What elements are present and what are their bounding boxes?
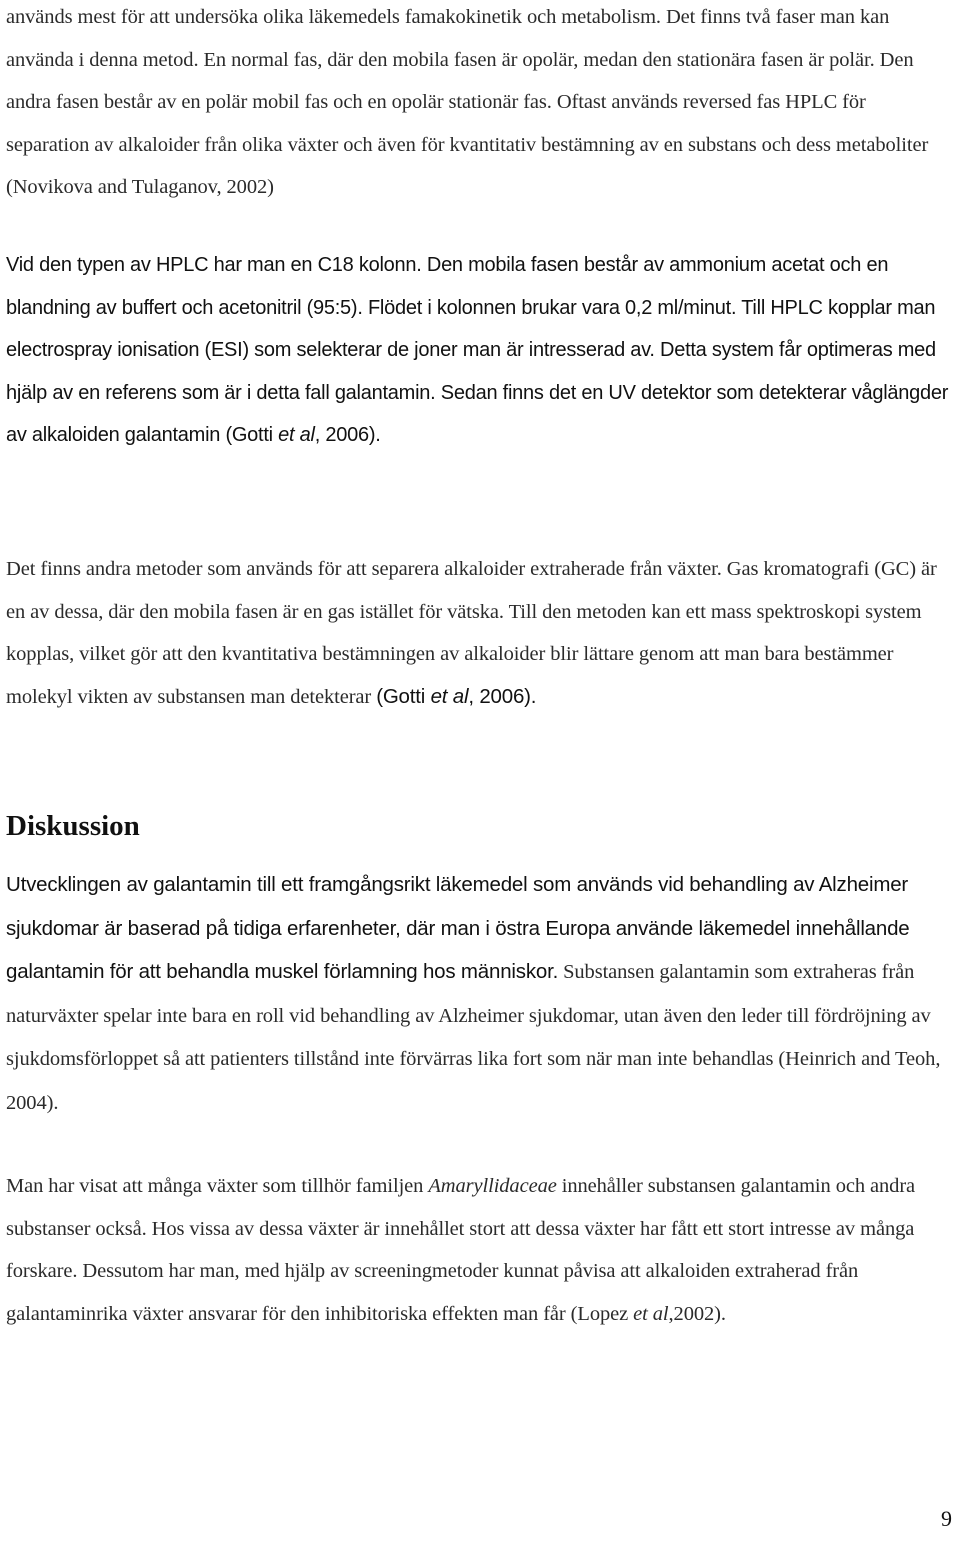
citation-open: (Gotti — [376, 684, 431, 708]
citation-year: , 2006). — [468, 684, 537, 708]
section-heading: Diskussion — [6, 810, 140, 842]
citation-year: , 2006). — [314, 424, 381, 446]
paragraph-discussion-intro — [6, 863, 950, 1124]
paragraph-gas-chromatography — [6, 548, 950, 718]
paragraph-text: innehåller substansen galantamin och andra substanser också. Hos vissa av dessa växter är innehållet stort att dessa växter har fått ett stort intresse av många forskare. Dessutom har man, med hjälp av screeningmetoder kunnat påvisa att alkaloiden extraherad från galantaminrika växter ansvarar för den inhibitoriska effekten man får (Lopez — [6, 1175, 916, 1325]
paragraph-text-sans: Utvecklingen av galantamin till ett framgångsrikt läkemedel som används vid behandling av Alzheimer sjukdomar är baserad på tidiga erfarenheter, där man i östra Europa använde läkemedel innehållande galantamin för att behandla muskel förlamning hos människor. — [6, 873, 910, 983]
italic-citation: et al — [278, 424, 315, 446]
paragraph-hplc-c18 — [6, 244, 950, 457]
citation-year: ,2002). — [668, 1302, 726, 1325]
italic-family-name: Amaryllidaceae — [428, 1175, 557, 1197]
paragraph-amaryllidaceae — [6, 1165, 950, 1335]
paragraph-hplc-phases — [6, 0, 950, 209]
paragraph-text: används mest för att undersöka olika läkemedels famakokinetik och metabolism. Det finns två faser man kan använda i denna metod. En normal fas, där den mobila fasen är opolär, medan den stationära fasen är polär. Den andra fasen består av en polär mobil fas och en opolär stationär fas. Oftast används reversed fas HPLC för separation av alkaloider från olika växter och även för kvantitativ bestämning av en substans och dess metaboliter (Novikova and Tulaganov, 2002) — [6, 6, 929, 198]
paragraph-text: Det finns andra metoder som används för att separera alkaloider extraherade från växter. Gas kromatografi (GC) är en av dessa, där den mobila fasen är en gas istället för vätska. Till den metoden kan ett mass spektroskopi system kopplas, vilket gör att den kvantitativa bestämningen av alkaloider blir lättare genom att man bara bestämmer molekyl vikten av substansen man detekterar — [6, 558, 937, 708]
italic-citation: et al — [430, 684, 469, 708]
paragraph-text: Vid den typen av HPLC har man en C18 kolonn. Den mobila fasen består av ammonium acetat och en blandning av buffert och acetonitril (95:5). Flödet i kolonnen brukar vara 0,2 ml/minut. Till HPLC kopplar man electrospray ionisation (ESI) som selekterar de joner man är intresserad av. Detta system får optimeras med hjälp av en referens som är i detta fall galantamin. Sedan finns det en UV detektor som detekterar våglängder av alkaloiden galantamin (Gotti — [6, 254, 949, 446]
italic-citation: et al — [633, 1302, 669, 1325]
paragraph-text: Man har visat att många växter som tillhör familjen — [6, 1175, 429, 1197]
paragraph-text-serif: Substansen galantamin som extraheras från naturväxter spelar inte bara en roll vid behandling av Alzheimer sjukdomar, utan även den leder till fördröjning av sjukdomsförloppet så att patienters tillstånd inte förvärras lika fort som när man inte behandlas (Heinrich and Teoh, 2004). — [6, 961, 941, 1114]
page-number: 9 — [941, 1506, 952, 1531]
